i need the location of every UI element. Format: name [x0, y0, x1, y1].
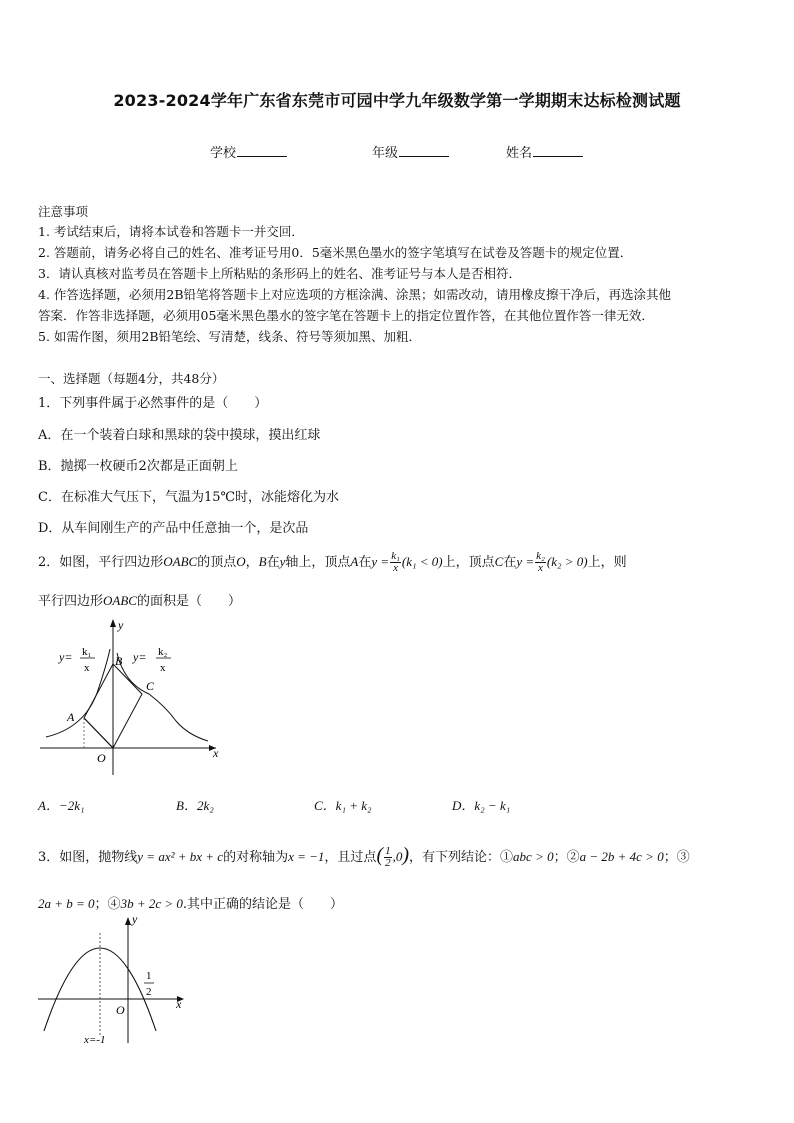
q2-math: A [350, 554, 359, 569]
q1-stem: 1．下列事件属于必然事件的是（ ） [38, 396, 268, 411]
q2-stem [38, 551, 758, 574]
q3-frac-den: 2 [385, 857, 391, 869]
label-y: y [118, 618, 124, 632]
curve1-label: y= [59, 650, 73, 664]
q1-option-c: C．在标准大气压下，气温为15℃时，冰能熔化为水 [38, 490, 340, 505]
name-blank [533, 144, 583, 157]
y-axis-arrow [125, 917, 131, 925]
q2-figure [36, 615, 226, 780]
notice-item: 3．请认真核对监考员在答题卡上所粘贴的条形码上的姓名、准考证号与本人是否相符． [38, 266, 521, 281]
q2-math: (k₁ < 0) [401, 554, 443, 569]
q3-paren-close: ) [402, 844, 410, 866]
grade-blank [399, 144, 449, 157]
q3-text: ；③ [663, 850, 690, 865]
notice-item: 1. 考试结束后，请将本试卷和答题卡一并交回． [38, 224, 304, 239]
label-c: C [146, 679, 155, 693]
curve2-label: y= [133, 650, 147, 664]
q3-figure [36, 913, 196, 1048]
label-o: O [97, 751, 106, 765]
q3-paren-open: ( [376, 844, 384, 866]
q3-fraction [384, 846, 392, 869]
q3-text: ；④ [94, 897, 121, 912]
q2-text: 轴上，顶点 [285, 555, 351, 570]
q2-math: OABC [163, 554, 198, 569]
q3-math: a − 2b + 4c > 0 [579, 849, 664, 864]
school-label: 学校 [210, 146, 237, 161]
notice-item: 4. 作答选择题，必须用2B铅笔将答题卡上对应选项的方框涂满、涂黑；如需改动，请用橡皮擦干净后，再选涂其他 [38, 287, 672, 302]
q2-fraction [535, 551, 546, 574]
half-num: 1 [146, 970, 152, 982]
q3-text: 3．如图，抛物线 [38, 850, 138, 865]
q2-text: 的面积是（ ） [136, 594, 241, 609]
q2-math: y [279, 554, 286, 569]
q2-stem-line2 [38, 592, 758, 610]
q2-option-b: B．2k₂ [176, 798, 214, 813]
q2-frac-num: k₂ [536, 550, 545, 562]
label-b: B [115, 654, 123, 668]
notice-heading: 注意事项 [38, 204, 89, 219]
q3-text: ；② [553, 850, 580, 865]
q1-option-d: D．从车间刚生产的产品中任意抽一个，是次品 [38, 521, 309, 536]
name-field[interactable] [506, 142, 583, 161]
q2-option-a: A．−2k₁ [38, 798, 85, 813]
notice-item: 5. 如需作图，须用2B铅笔绘、写清楚，线条、符号等须加黑、加粗． [38, 329, 422, 344]
q2-text: 的顶点 [197, 555, 237, 570]
q2-option-d: D．k₂ − k₁ [452, 798, 511, 813]
q2-math: C [494, 554, 504, 569]
q2-text: 2．如图，平行四边形 [38, 555, 164, 570]
q2-math: O [236, 554, 246, 569]
notice-item: 答案．作答非选择题，必须用05毫米黑色墨水的签字笔在答题卡上的指定位置作答，在其他位置作答一律无效． [38, 308, 654, 323]
q2-option-c: C．k₁ + k₂ [314, 798, 372, 813]
label-x: x [176, 997, 182, 1011]
edge-oa [84, 718, 113, 748]
notice-item: 2. 答题前，请务必将自己的姓名、准考证号用0．5毫米黑色墨水的签字笔填写在试卷及答题卡的规定位置． [38, 245, 633, 260]
q3-math: x = −1 [288, 849, 325, 864]
curve1-den: x [84, 662, 90, 674]
q3-text: ，有下列结论：① [409, 850, 514, 865]
curve2-num: k₂ [158, 646, 168, 658]
q3-stem-line2 [38, 895, 758, 913]
label-a: A [67, 710, 75, 724]
q2-math: y = [516, 554, 535, 569]
q3-math: abc > 0 [513, 849, 554, 864]
q3-math: y = ax² + bx + c [137, 849, 224, 864]
q3-math: 0 [395, 849, 403, 864]
label-y: y [132, 913, 138, 926]
curve1-num: k₁ [82, 646, 92, 658]
q2-fraction [390, 551, 401, 574]
page-title: 2023-2024学年广东省东莞市可园中学九年级数学第一学期期末达标检测试题 [113, 91, 681, 110]
q3-text: 的对称轴为 [223, 850, 289, 865]
q2-text: 在 [266, 555, 280, 570]
q2-text: 在 [503, 555, 517, 570]
q2-math: B [258, 554, 267, 569]
grade-field[interactable] [372, 142, 449, 161]
label-x: x [213, 746, 219, 760]
q2-math: y = [371, 554, 390, 569]
q2-text: 上，顶点 [442, 555, 495, 570]
y-axis-arrow [110, 619, 116, 627]
curve-k1 [46, 649, 110, 737]
q3-stem [38, 846, 758, 869]
q2-math: OABC [103, 593, 137, 608]
q3-math: 3b + 2c > 0 [120, 896, 183, 911]
axis-label: x=-1 [84, 1034, 106, 1046]
q2-frac-num: k₁ [391, 550, 400, 562]
q2-text: 在 [358, 555, 372, 570]
q3-text: .其中正确的结论是（ ） [182, 897, 344, 912]
q2-frac-den: x [393, 562, 398, 574]
q1-option-a: A．在一个装着白球和黑球的袋中摸球，摸出红球 [38, 428, 321, 443]
q2-math: (k₂ > 0) [546, 554, 588, 569]
label-o: O [116, 1003, 125, 1017]
q3-frac-num: 1 [385, 845, 391, 857]
school-field[interactable] [210, 142, 287, 161]
grade-label: 年级 [372, 146, 399, 161]
q1-option-b: B．抛掷一枚硬币2次都是正面朝上 [38, 459, 238, 474]
q3-comma: , [392, 849, 396, 864]
q2-text: 平行四边形 [38, 594, 104, 609]
curve2-den: x [160, 662, 166, 674]
q2-text: 上，则 [587, 555, 627, 570]
half-den: 2 [146, 986, 152, 998]
name-label: 姓名 [506, 146, 533, 161]
section-heading: 一、选择题（每题4分，共48分） [38, 371, 225, 386]
q2-text: ， [245, 555, 259, 570]
q3-math: 2a + b = 0 [38, 896, 95, 911]
school-blank [237, 144, 287, 157]
q3-text: ，且过点 [324, 850, 377, 865]
q2-frac-den: x [538, 562, 543, 574]
